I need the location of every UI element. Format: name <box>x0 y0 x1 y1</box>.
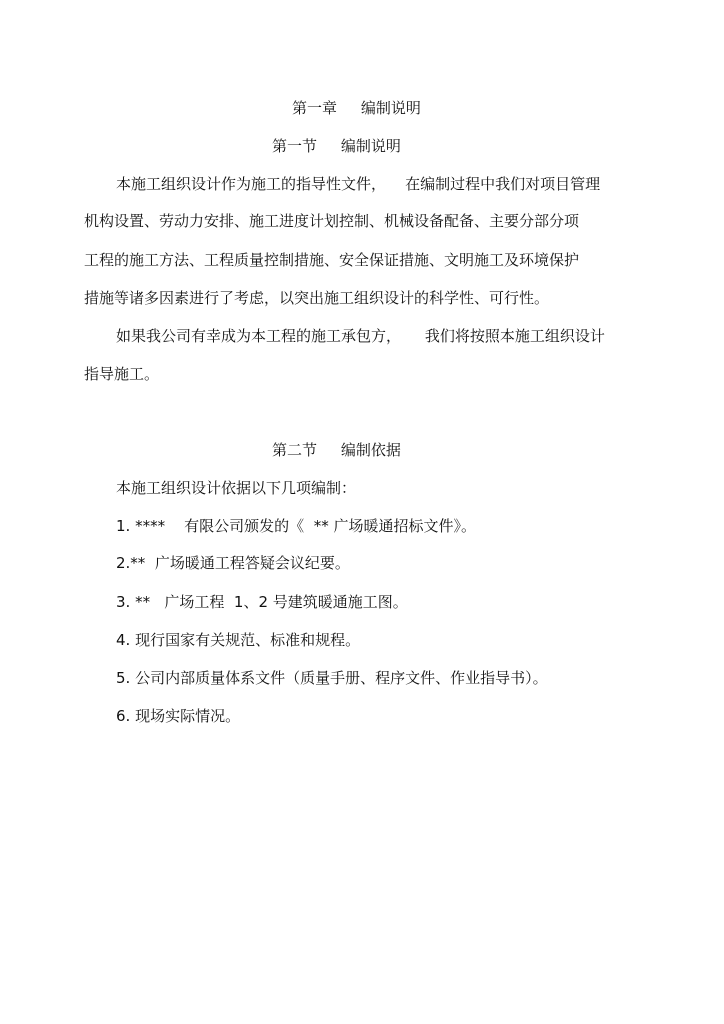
list-item: 4. 现行国家有关规范、标准和规程。 <box>116 631 361 649</box>
list-item: 1. **** 有限公司颁发的《 ** 广场暖通招标文件》。 <box>116 517 476 535</box>
list-item: 2.** 广场暖通工程答疑会议纪要。 <box>116 554 350 572</box>
list-item: 6. 现场实际情况。 <box>116 707 241 725</box>
section-1-title: 第一节 编制说明 <box>272 137 401 155</box>
section-2-intro: 本施工组织设计依据以下几项编制： <box>116 479 357 497</box>
paragraph-line: 措施等诸多因素进行了考虑，以突出施工组织设计的科学性、可行性。 <box>84 289 550 307</box>
paragraph-line: 工程的施工方法、工程质量控制措施、安全保证措施、文明施工及环境保护 <box>84 251 580 269</box>
chapter-title: 第一章 编制说明 <box>292 99 421 117</box>
section-2-title: 第二节 编制依据 <box>272 441 401 459</box>
paragraph-line: 机构设置、劳动力安排、施工进度计划控制、机械设备配备、主要分部分项 <box>84 212 580 230</box>
paragraph-line: 指导施工。 <box>84 365 160 383</box>
list-item: 3. ** 广场工程 1、2 号建筑暖通施工图。 <box>116 593 408 611</box>
paragraph-line: 如果我公司有幸成为本工程的施工承包方， 我们将按照本施工组织设计 <box>116 327 605 345</box>
paragraph-line: 本施工组织设计作为施工的指导性文件， 在编制过程中我们对项目管理 <box>116 175 601 193</box>
list-item: 5. 公司内部质量体系文件（质量手册、程序文件、作业指导书）。 <box>116 669 548 687</box>
